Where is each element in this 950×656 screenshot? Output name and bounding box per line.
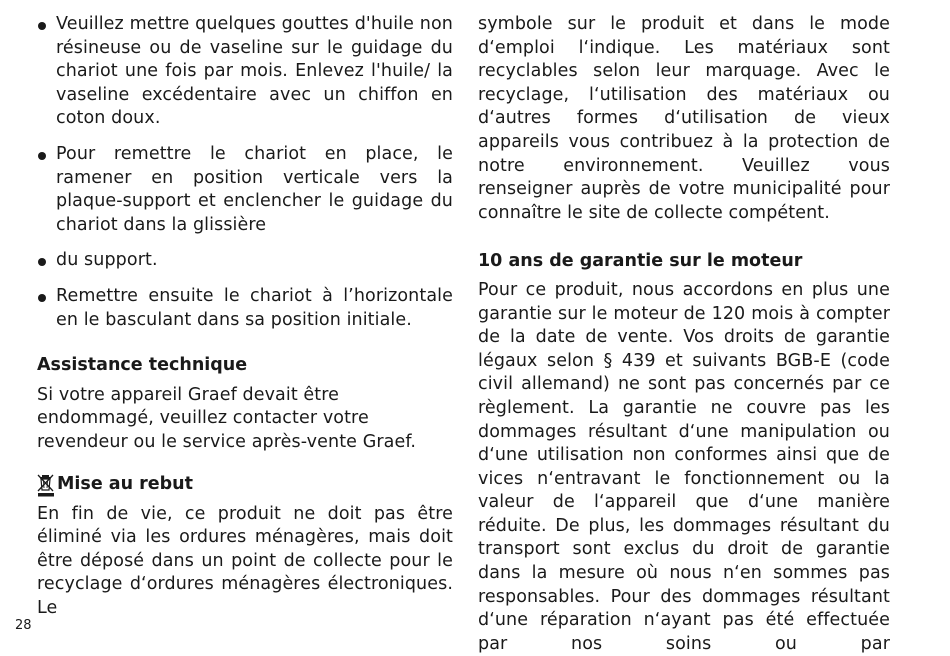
bullet-icon: [38, 294, 46, 302]
disposal-heading-row: [37, 473, 453, 497]
page-number: 28: [15, 618, 32, 633]
list-item-text: Remettre ensuite le chariot à l’horizontale en le basculant dans sa position initiale.: [56, 285, 453, 330]
warranty-text: Pour ce produit, nous accordons en plus une garantie sur le moteur de 120 mois à compter de la date de vente. Vos droits de garantie légaux selon § 439 et suivants BGB-E (code civil allemand) ne sont pas concernés par ce règlement. La garantie ne couvre pas les dommages résultant d‘une manipulation ou d‘une utilisation non conformes ainsi que de vices n‘entravant le fonctionnement ou la valeur de l‘appareil que d‘une manière réduite. De plus, les dommages résultant du transport sont exclus du droit de garantie dans la mesure où nous n‘en sommes pas responsables. Pour des dommages résultant d‘une réparation n‘ayant pas été effectuée par nos soins ou par: [478, 279, 890, 654]
list-item: [37, 13, 453, 131]
warranty-heading: 10 ans de garantie sur le moteur: [478, 251, 803, 272]
list-item-text: Veuillez mettre quelques gouttes d'huile non résineuse ou de vaseline sur le guidage du chariot une fois par mois. Enlevez l'huile/ la vaseline excédentaire avec un chiffon en coton doux.: [56, 14, 453, 129]
list-item-text: Pour remettre le chariot en place, le ramener en position verticale vers la plaque-support et enclencher le guidage du chariot dans la glissière: [56, 143, 453, 235]
bullet-icon: [38, 152, 46, 160]
list-item: [37, 285, 453, 332]
list-item: [37, 249, 453, 273]
disposal-heading: Mise au rebut: [57, 473, 194, 494]
bullet-icon: [38, 22, 46, 30]
support-heading: Assistance technique: [37, 355, 248, 376]
crossed-out-bin-icon: [37, 473, 55, 497]
disposal-continued-text: symbole sur le produit et dans le mode d‘emploi l‘indique. Les matériaux sont recyclables selon leur marquage. Avec le recyclage, l‘utilisation des matériaux ou d‘autres formes d‘utilisation de vieux appareils vous contribuez à la protection de notre environnement. Veuillez vous renseigner auprès de votre municipalité pour connaître le site de collecte compétent.: [478, 14, 890, 223]
maintenance-list: [37, 13, 453, 332]
left-column: [37, 13, 453, 620]
bullet-icon: [38, 258, 46, 266]
list-item-text: du support.: [56, 250, 158, 271]
list-item: [37, 143, 453, 237]
disposal-text: En fin de vie, ce produit ne doit pas être éliminé via les ordures ménagères, mais doit être déposé dans un point de collecte pour le recyclage d‘ordures ménagères électroniques. Le: [37, 503, 453, 618]
right-column: [478, 13, 890, 656]
support-text: Si votre appareil Graef devait être endommagé, veuillez contacter votre revendeur ou le service après-vente Graef.: [37, 384, 416, 452]
